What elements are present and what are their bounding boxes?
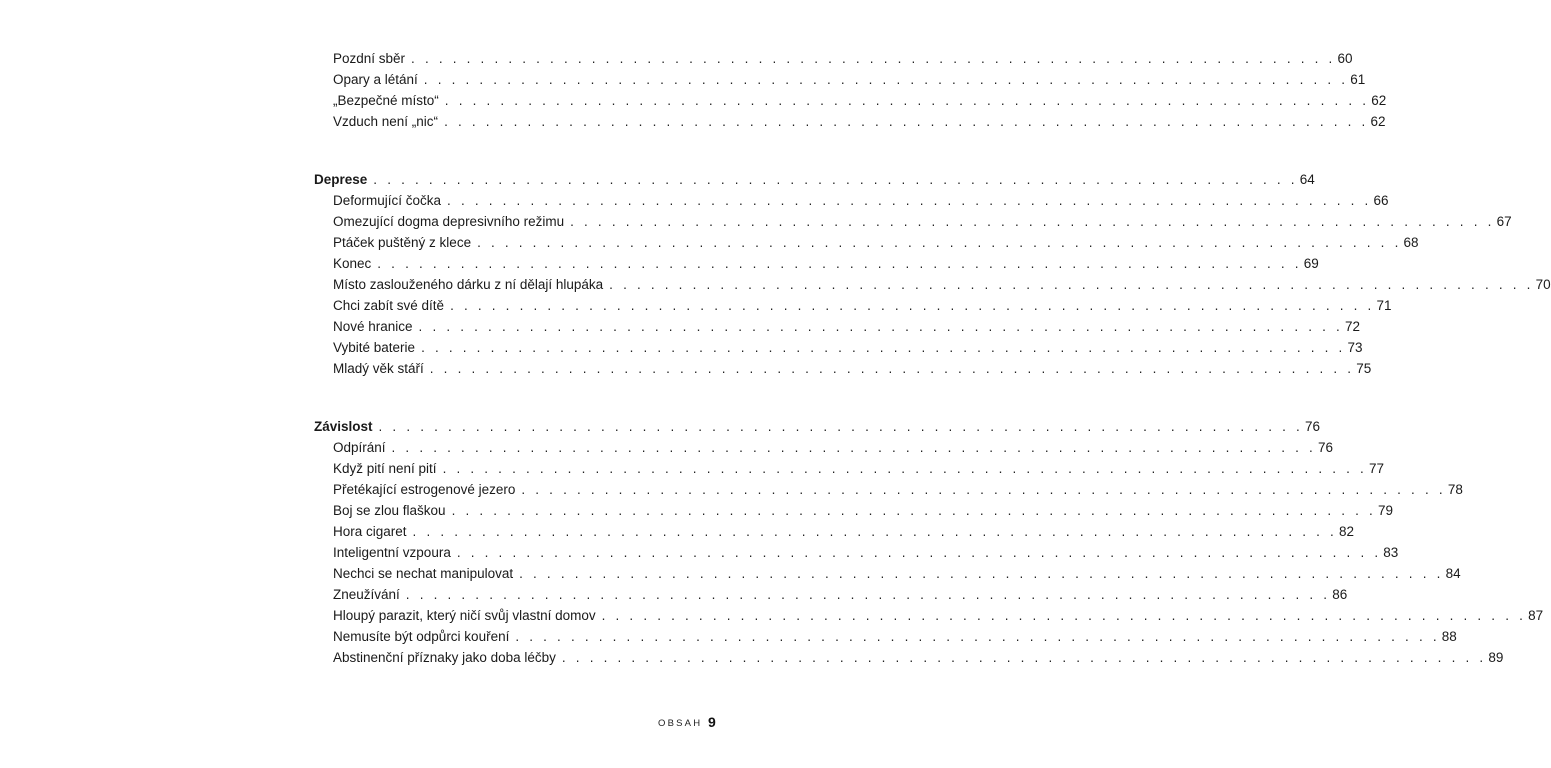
dot-leader: . . . . . . . . . . . . . . . . . . . . . . . . . . . . . . . . . . . . . . . . . . . . . . . . . . . . . . . . . . . . . . . . . . . <box>378 419 1303 434</box>
entry-page-number: 84 <box>1445 566 1461 581</box>
dot-leader: . . . . . . . . . . . . . . . . . . . . . . . . . . . . . . . . . . . . . . . . . . . . . . . . . . . . . . . . . . . . . . . . . . . <box>450 298 1375 313</box>
entry-title: Nemusíte být odpůrci kouření <box>333 629 510 644</box>
entry-title: Když pití není pití <box>333 461 437 476</box>
toc-entry <box>333 276 1551 294</box>
entry-title: Místo zaslouženého dárku z ní dělají hlupáka <box>333 277 604 292</box>
toc-entry <box>333 649 1504 667</box>
dot-leader: . . . . . . . . . . . . . . . . . . . . . . . . . . . . . . . . . . . . . . . . . . . . . . . . . . . . . . . . . . . . . . . . . . . <box>447 193 1372 208</box>
entry-title: Konec <box>333 256 372 271</box>
entry-page-number: 86 <box>1332 587 1348 602</box>
entry-title: Opary a létání <box>333 72 418 87</box>
toc-entry <box>333 565 1461 583</box>
section-label: OBSAH <box>658 718 703 729</box>
dot-leader: . . . . . . . . . . . . . . . . . . . . . . . . . . . . . . . . . . . . . . . . . . . . . . . . . . . . . . . . . . . . . . . . . . . <box>451 503 1377 518</box>
toc-chapter-entry <box>314 418 1321 436</box>
entry-title: Přetékající estrogenové jezero <box>333 482 516 497</box>
toc-entry <box>333 481 1463 499</box>
dot-leader: . . . . . . . . . . . . . . . . . . . . . . . . . . . . . . . . . . . . . . . . . . . . . . . . . . . . . . . . . . . . . . . . . . . <box>421 340 1346 355</box>
toc-entry <box>333 460 1385 478</box>
entry-page-number: 60 <box>1337 51 1353 66</box>
entry-page-number: 62 <box>1371 93 1387 108</box>
entry-page-number: 75 <box>1356 361 1372 376</box>
toc-entry <box>333 234 1419 252</box>
entry-page-number: 61 <box>1350 72 1366 87</box>
toc-entry <box>333 71 1366 89</box>
dot-leader: . . . . . . . . . . . . . . . . . . . . . . . . . . . . . . . . . . . . . . . . . . . . . . . . . . . . . . . . . . . . . . . . . . . <box>377 256 1302 271</box>
entry-title: Mladý věk stáří <box>333 361 424 376</box>
toc-entry <box>333 318 1361 336</box>
entry-page-number: 82 <box>1339 524 1355 539</box>
dot-leader: . . . . . . . . . . . . . . . . . . . . . . . . . . . . . . . . . . . . . . . . . . . . . . . . . . . . . . . . . . . . . . . . . . . <box>429 361 1355 376</box>
entry-page-number: 77 <box>1369 461 1385 476</box>
dot-leader: . . . . . . . . . . . . . . . . . . . . . . . . . . . . . . . . . . . . . . . . . . . . . . . . . . . . . . . . . . . . . . . . . . . <box>561 650 1487 665</box>
entry-title: Zneužívání <box>333 587 400 602</box>
entry-page-number: 67 <box>1496 214 1512 229</box>
toc-entry <box>333 192 1389 210</box>
toc-entry <box>333 502 1394 520</box>
entry-page-number: 62 <box>1370 114 1386 129</box>
entry-page-number: 76 <box>1317 440 1334 455</box>
entry-title: Vybité baterie <box>333 340 416 355</box>
entry-title: Abstinenční příznaky jako doba léčby <box>333 650 556 665</box>
dot-leader: . . . . . . . . . . . . . . . . . . . . . . . . . . . . . . . . . . . . . . . . . . . . . . . . . . . . . . . . . . . . . . . . . . . <box>519 566 1444 581</box>
entry-page-number: 79 <box>1378 503 1394 518</box>
entry-page-number: 70 <box>1535 277 1551 292</box>
dot-leader: . . . . . . . . . . . . . . . . . . . . . . . . . . . . . . . . . . . . . . . . . . . . . . . . . . . . . . . . . . . . . . . . . . . <box>521 482 1446 497</box>
toc-entry <box>333 297 1392 315</box>
entry-title: Ptáček puštěný z klece <box>333 235 472 250</box>
entry-page-number: 69 <box>1303 256 1319 271</box>
dot-leader: . . . . . . . . . . . . . . . . . . . . . . . . . . . . . . . . . . . . . . . . . . . . . . . . . . . . . . . . . . . . . . . . . . . <box>444 114 1369 129</box>
entry-title: Boj se zlou flaškou <box>333 503 446 518</box>
dot-leader: . . . . . . . . . . . . . . . . . . . . . . . . . . . . . . . . . . . . . . . . . . . . . . . . . . . . . . . . . . . . . . . . . . . <box>412 524 1337 539</box>
entry-title: „Bezpečné místo“ <box>333 93 439 108</box>
dot-leader: . . . . . . . . . . . . . . . . . . . . . . . . . . . . . . . . . . . . . . . . . . . . . . . . . . . . . . . . . . . . . . . . . . . <box>456 545 1382 560</box>
entry-title: Hora cigaret <box>333 524 407 539</box>
entry-page-number: 68 <box>1403 235 1419 250</box>
dot-leader: . . . . . . . . . . . . . . . . . . . . . . . . . . . . . . . . . . . . . . . . . . . . . . . . . . . . . . . . . . . . . . . . . . . <box>570 214 1495 229</box>
dot-leader: . . . . . . . . . . . . . . . . . . . . . . . . . . . . . . . . . . . . . . . . . . . . . . . . . . . . . . . . . . . . . . . . . . . <box>601 608 1527 623</box>
entry-page-number: 87 <box>1528 608 1544 623</box>
entry-page-number: 76 <box>1304 419 1321 434</box>
dot-leader: . . . . . . . . . . . . . . . . . . . . . . . . . . . . . . . . . . . . . . . . . . . . . . . . . . . . . . . . . . . . . . . . . . . <box>373 172 1298 187</box>
toc-entry <box>333 213 1512 231</box>
entry-title: Hloupý parazit, který ničí svůj vlastní domov <box>333 608 596 623</box>
toc-entry <box>333 439 1334 457</box>
entry-page-number: 66 <box>1373 193 1389 208</box>
dot-leader: . . . . . . . . . . . . . . . . . . . . . . . . . . . . . . . . . . . . . . . . . . . . . . . . . . . . . . . . . . . . . . . . . . . <box>391 440 1316 455</box>
toc-entry <box>333 255 1319 273</box>
toc-entry <box>333 544 1399 562</box>
toc-entry <box>333 523 1355 541</box>
entry-page-number: 88 <box>1441 629 1457 644</box>
entry-title: Nechci se nechat manipulovat <box>333 566 514 581</box>
entry-title: Inteligentní vzpoura <box>333 545 451 560</box>
toc-chapter-entry <box>314 171 1315 189</box>
entry-page-number: 71 <box>1376 298 1392 313</box>
dot-leader: . . . . . . . . . . . . . . . . . . . . . . . . . . . . . . . . . . . . . . . . . . . . . . . . . . . . . . . . . . . . . . . . . . . <box>477 235 1402 250</box>
toc-entry <box>333 360 1372 378</box>
dot-leader: . . . . . . . . . . . . . . . . . . . . . . . . . . . . . . . . . . . . . . . . . . . . . . . . . . . . . . . . . . . . . . . . . . . <box>515 629 1440 644</box>
entry-title: Chci zabít své dítě <box>333 298 445 313</box>
entry-title: Deformující čočka <box>333 193 442 208</box>
toc-entry <box>333 628 1457 646</box>
entry-page-number: 78 <box>1447 482 1463 497</box>
entry-title: Pozdní sběr <box>333 51 406 66</box>
entry-title: Odpírání <box>333 440 386 455</box>
toc-entry <box>333 113 1386 131</box>
dot-leader: . . . . . . . . . . . . . . . . . . . . . . . . . . . . . . . . . . . . . . . . . . . . . . . . . . . . . . . . . . . . . . . . . . . <box>418 319 1343 334</box>
entry-page-number: 83 <box>1383 545 1399 560</box>
dot-leader: . . . . . . . . . . . . . . . . . . . . . . . . . . . . . . . . . . . . . . . . . . . . . . . . . . . . . . . . . . . . . . . . . . . <box>609 277 1534 292</box>
entry-page-number: 73 <box>1347 340 1363 355</box>
dot-leader: . . . . . . . . . . . . . . . . . . . . . . . . . . . . . . . . . . . . . . . . . . . . . . . . . . . . . . . . . . . . . . . . . . . <box>411 51 1336 66</box>
dot-leader: . . . . . . . . . . . . . . . . . . . . . . . . . . . . . . . . . . . . . . . . . . . . . . . . . . . . . . . . . . . . . . . . . . . <box>405 587 1331 602</box>
entry-title: Omezující dogma depresivního režimu <box>333 214 565 229</box>
toc-entry <box>333 607 1544 625</box>
entry-page-number: 72 <box>1345 319 1361 334</box>
toc-entry <box>333 50 1353 68</box>
toc-entry <box>333 339 1363 357</box>
dot-leader: . . . . . . . . . . . . . . . . . . . . . . . . . . . . . . . . . . . . . . . . . . . . . . . . . . . . . . . . . . . . . . . . . . . <box>442 461 1368 476</box>
dot-leader: . . . . . . . . . . . . . . . . . . . . . . . . . . . . . . . . . . . . . . . . . . . . . . . . . . . . . . . . . . . . . . . . . . . <box>444 93 1370 108</box>
entry-title: Vzduch není „nic“ <box>333 114 439 129</box>
toc-entry <box>333 92 1387 110</box>
page-number: 9 <box>708 714 716 730</box>
entry-title: Nové hranice <box>333 319 413 334</box>
chapter-title: Deprese <box>314 172 368 187</box>
entry-page-number: 64 <box>1299 172 1315 187</box>
entry-page-number: 89 <box>1488 650 1504 665</box>
chapter-title: Závislost <box>314 419 373 434</box>
dot-leader: . . . . . . . . . . . . . . . . . . . . . . . . . . . . . . . . . . . . . . . . . . . . . . . . . . . . . . . . . . . . . . . . . . . <box>423 72 1349 87</box>
toc-entry <box>333 586 1348 604</box>
